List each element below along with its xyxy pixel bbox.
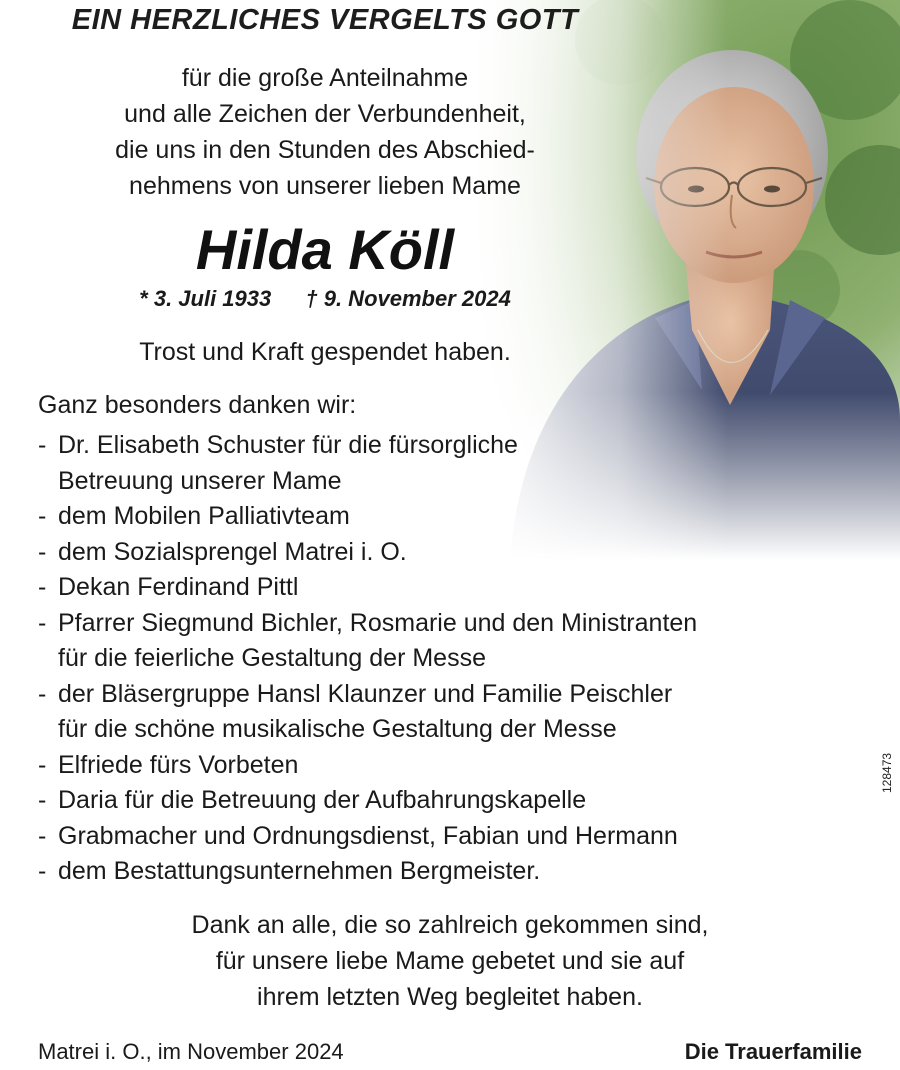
life-dates [0,286,650,312]
death-date: † 9. November 2024 [305,286,511,311]
list-item: - Grabmacher und Ordnungsdienst, Fabian und Hermann [38,821,678,850]
closing-line: für unsere liebe Mame gebetet und sie auf [215,947,685,975]
birth-date: * 3. Juli 1933 [139,286,272,311]
intro-line: nehmens von unserer lieben Mame [129,172,521,200]
headline: EIN HERZLICHES VERGELTS GOTT [71,4,579,36]
place-date: Matrei i. O., im November 2024 [38,1039,344,1064]
deceased-name: Hilda Köll [195,218,455,281]
thanks-heading: Ganz besonders danken wir: [38,391,357,419]
intro-line: für die große Anteilnahme [181,64,469,92]
list-item: - Dr. Elisabeth Schuster für die fürsorgliche Betreuung unserer Mame [38,431,518,495]
closing-line: Dank an alle, die so zahlreich gekommen sind, [191,911,709,939]
intro-line: und alle Zeichen der Verbundenheit, [124,100,526,128]
closing-text [0,907,900,1015]
list-item: - der Bläsergruppe Hansl Klaunzer und Familie Peischler für die schöne musikalische Gestaltung der Messe [38,679,673,743]
list-item: - Pfarrer Siegmund Bichler, Rosmarie und den Ministranten für die feierliche Gestaltung der Messe [38,608,698,672]
thanks-list [38,428,838,890]
list-item: - Elfriede fürs Vorbeten [38,750,299,779]
list-item: - Dekan Ferdinand Pittl [38,573,299,601]
intro-line: die uns in den Stunden des Abschied- [115,136,535,164]
intro-text [0,60,650,204]
signature: Die Trauerfamilie [684,1039,862,1064]
ad-code: 128473 [880,752,894,793]
list-item: - dem Sozialsprengel Matrei i. O. [38,537,407,566]
trost-line: Trost und Kraft gespendet haben. [139,338,511,366]
list-item: - Daria für die Betreuung der Aufbahrungskapelle [38,786,587,814]
list-item: - dem Bestattungsunternehmen Bergmeister. [38,857,541,885]
list-item: - dem Mobilen Palliativteam [38,502,350,530]
closing-line: ihrem letzten Weg begleitet haben. [257,983,643,1011]
